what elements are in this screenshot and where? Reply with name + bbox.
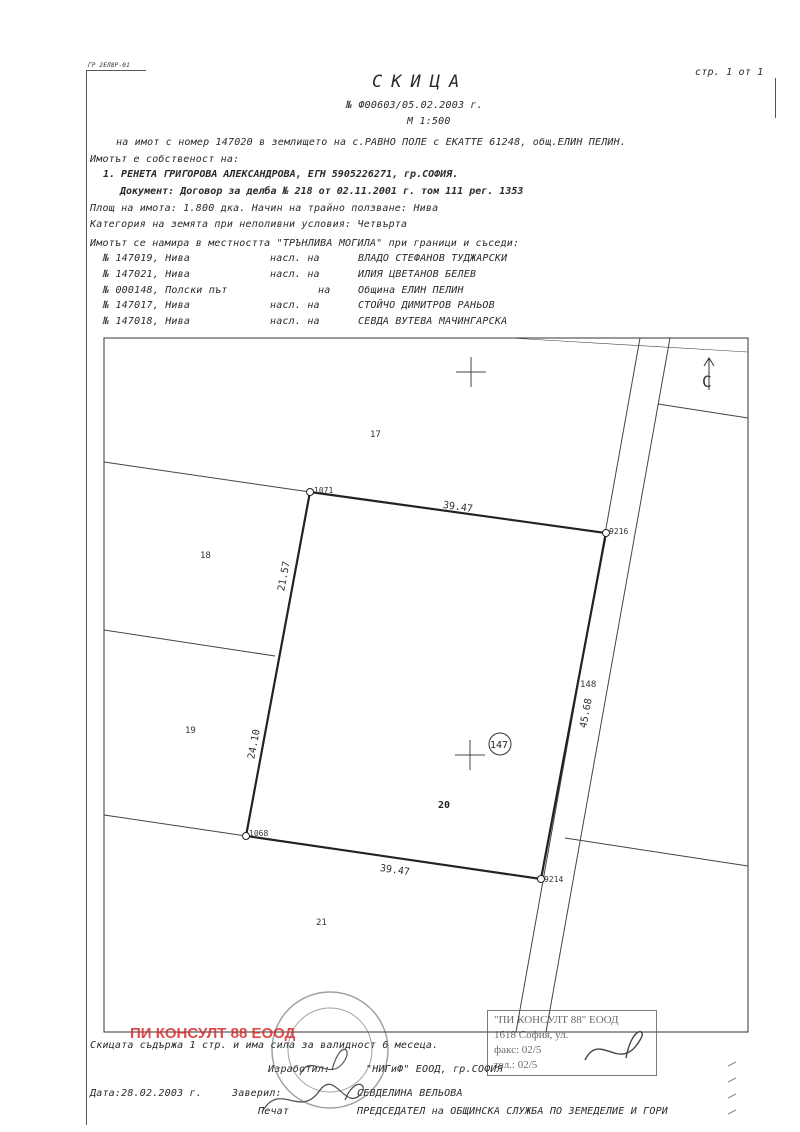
document-title: СКИЦА (372, 72, 469, 92)
certifier-title: ПРЕДСЕДАТЕЛ на ОБЩИНСКА СЛУЖБА ПО ЗЕМЕДЕЛИЕ И ГОРИ (357, 1106, 669, 1117)
dim-left-lower: 24.10 (246, 728, 263, 761)
neighbour-relation: на (318, 285, 331, 296)
neighbour-relation: насл. на (270, 269, 320, 280)
margin-ticks (728, 1062, 736, 1114)
neighbour-relation: насл. на (270, 253, 320, 264)
neighbour-id: № 147017, Нива (103, 300, 191, 311)
point-id-w: 1068 (249, 829, 269, 838)
neighbour-relation: насл. на (270, 316, 320, 327)
neighbour-name: Община ЕЛИН ПЕЛИН (358, 285, 464, 296)
document-number: № Ф00603/05.02.2003 г. (346, 100, 483, 111)
rect-stamp-line: 1618 София, ул. (494, 1029, 569, 1041)
parcel-label-148: 148 (580, 680, 597, 690)
parcel-label-19: 19 (185, 726, 196, 736)
company-signature (585, 1032, 642, 1060)
rect-stamp-line: факс: 02/5 (494, 1044, 542, 1056)
rect-stamp-line: тел.: 02/5 (494, 1059, 538, 1071)
category-line: Категория на земята при неполивни условия: Четвърта (90, 219, 408, 230)
neighbour-name: ИЛИЯ ЦВЕТАНОВ БЕЛЕВ (358, 269, 477, 280)
ownership-document: Документ: Договор за делба № 218 от 02.11.2001 г. том 111 рег. 1353 (120, 186, 524, 197)
contains-line: Скицата съдържа 1 стр. и има сила за валидност 6 месеца. (90, 1040, 439, 1051)
parcel-label-147: 147 (490, 740, 509, 751)
neighbour-id: № 147021, Нива (103, 269, 191, 280)
certified-label: Заверил: (232, 1088, 282, 1099)
owner-entry: 1. РЕНЕТА ГРИГОРОВА АЛЕКСАНДРОВА, ЕГН 5905226271, гр.СОФИЯ. (103, 169, 459, 180)
red-company-stamp: ПИ КОНСУЛТ 88 ЕООД (130, 1025, 296, 1042)
dim-left-upper: 21.57 (276, 560, 293, 593)
tiny-reference: ГР 2ЕЛ8Р-01 (88, 62, 130, 69)
dim-right: 45.68 (578, 697, 595, 730)
neighbour-name: ВЛАДО СТЕФАНОВ ТУДЖАРСКИ (358, 253, 508, 264)
stamp-label: Печат (258, 1106, 290, 1117)
map-scale: М 1:500 (407, 116, 451, 127)
neighbour-name: СЕВДА ВУТЕВА МАЧИНГАРСКА (358, 316, 508, 327)
prepared-label: Изработил: (268, 1064, 331, 1075)
point-id-ne: 9216 (609, 527, 629, 536)
page-label: стр. 1 от 1 (695, 67, 764, 78)
point-id-se: 9214 (544, 875, 564, 884)
area-line: Площ на имота: 1.800 дка. Начин на трайно ползване: Нива (90, 203, 439, 214)
property-line: на имот с номер 147020 в землището на с.РАВНО ПОЛЕ с ЕКАТТЕ 61248, общ.ЕЛИН ПЕЛИН. (116, 137, 627, 148)
parcel-label-17: 17 (370, 430, 381, 440)
certifier-name: СЕВДЕЛИНА ВЕЛЬОВА (357, 1088, 463, 1099)
neighbour-relation: насл. на (270, 300, 320, 311)
prepared-by: "НИГиФ" ЕООД, гр.СОФИЯ (366, 1064, 503, 1075)
official-round-seal (272, 992, 388, 1108)
neighbour-id: № 000148, Полски път (103, 285, 228, 296)
preparer-signature (300, 1049, 347, 1075)
date-line: Дата:28.02.2003 г. (90, 1088, 202, 1099)
neighbour-id: № 147018, Нива (103, 316, 191, 327)
dim-top: 39.47 (442, 499, 474, 516)
dim-bottom: 39.47 (379, 863, 411, 879)
neighbours-intro: Имотът се намира в местността "ТРЪНЛИВА МОГИЛА" при граници и съседи: (90, 238, 520, 249)
owner-label: Имотът е собственост на: (90, 154, 240, 165)
parcel-label-21: 21 (316, 918, 327, 928)
neighbour-name: СТОЙЧО ДИМИТРОВ РАНЬОВ (358, 300, 495, 311)
point-id-nw: 1071 (314, 486, 334, 495)
parcel-label-18: 18 (200, 551, 211, 561)
rect-stamp-line: "ПИ КОНСУЛТ 88" ЕООД (494, 1014, 619, 1026)
north-symbol: С (702, 372, 712, 391)
parcel-label-20: 20 (438, 800, 451, 811)
neighbour-id: № 147019, Нива (103, 253, 191, 264)
